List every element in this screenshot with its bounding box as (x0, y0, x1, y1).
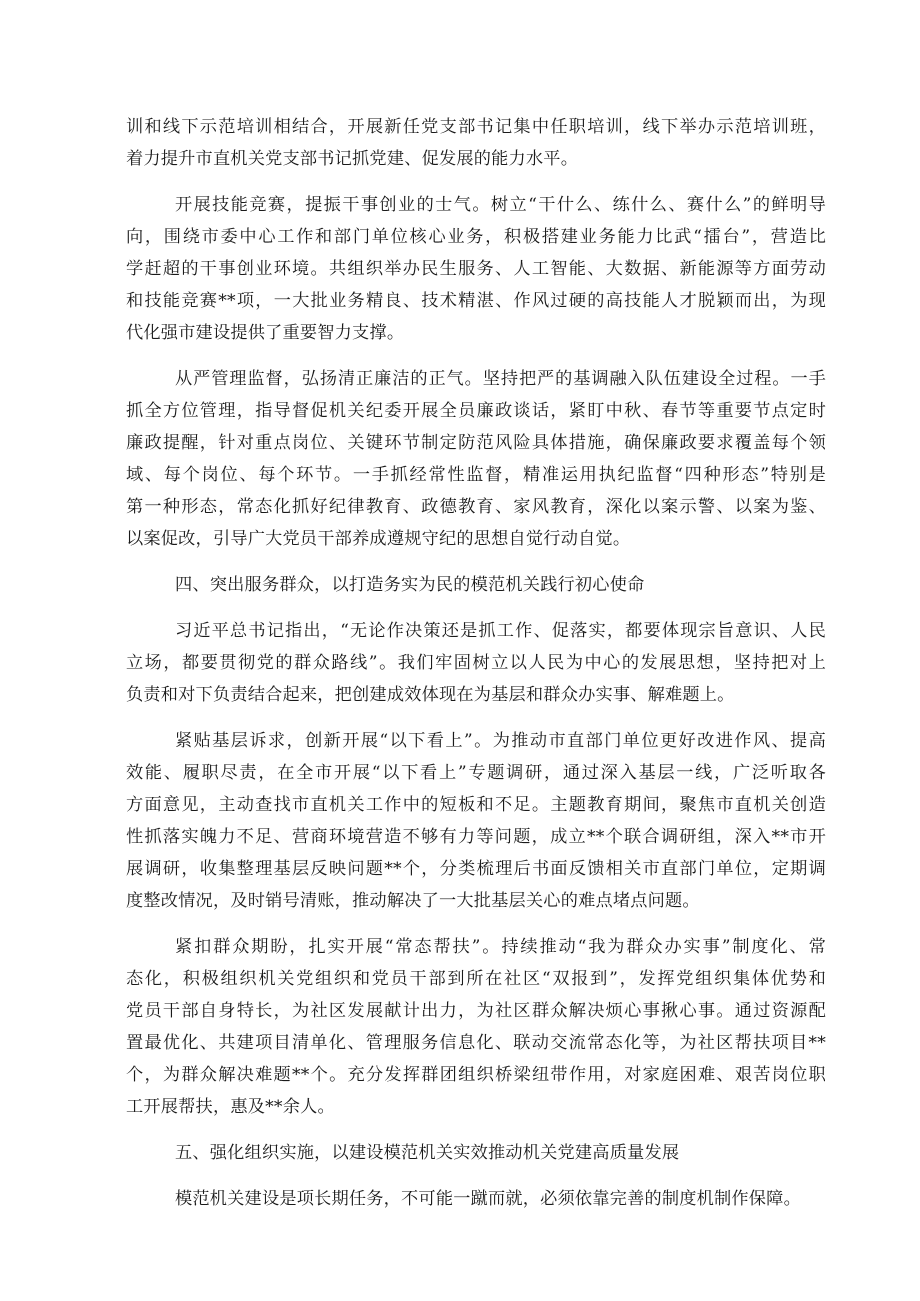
body-text-line: 工开展帮扶，惠及**余人。 (126, 1097, 335, 1117)
body-text-line: 抓全方位管理，指导督促机关纪委开展全员廉政谈话，紧盯中秋、春节等重要节点定时 (126, 401, 826, 421)
section-heading: 五、强化组织实施，以建设模范机关实效推动机关党建高质量发展 (175, 1143, 680, 1163)
body-text-line: 方面意见，主动查找市直机关工作中的短板和不足。主题教育期间，聚焦市直机关创造 (126, 795, 826, 815)
body-text-line: 廉政提醒，针对重点岗位、关键环节制定防范风险具体措施，确保廉政要求覆盖每个领 (126, 433, 826, 453)
body-text-line: 训和线下示范培训相结合，开展新任党支部书记集中任职培训，线下举办示范培训班， (126, 117, 826, 137)
body-text-line: 个，为群众解决难题**个。充分发挥群团组织桥梁纽带作用，对家庭困难、艰苦岗位职 (126, 1065, 826, 1085)
body-text-line: 党员干部自身特长，为社区发展献计出力，为社区群众解决烦心事揪心事。通过资源配 (126, 1001, 826, 1021)
body-text-line: 态化，积极组织机关党组织和党员干部到所在社区“双报到”，发挥党组织集体优势和 (126, 969, 826, 989)
paragraph-first-line: 紧贴基层诉求，创新开展“以下看上”。为推动市直部门单位更好改进作风、提高 (175, 731, 826, 751)
body-text-line: 第一种形态，常态化抓好纪律教育、政德教育、家风教育，深化以案示警、以案为鉴、 (126, 497, 826, 517)
body-text-line: 性抓落实魄力不足、营商环境营造不够有力等问题，成立**个联合调研组，深入**市开 (126, 827, 826, 847)
body-text-line: 向，围绕市委中心工作和部门单位核心业务，积极搭建业务能力比武“擂台”，营造比 (126, 227, 826, 247)
body-text-line: 学赶超的干事创业环境。共组织举办民生服务、人工智能、大数据、新能源等方面劳动 (126, 259, 826, 279)
body-text-line: 立场，都要贯彻党的群众路线”。我们牢固树立以人民为中心的发展思想，坚持把对上 (126, 653, 826, 673)
paragraph-first-line: 模范机关建设是项长期任务，不可能一蹴而就，必须依靠完善的制度机制作保障。 (175, 1189, 801, 1209)
body-text-line: 置最优化、共建项目清单化、管理服务信息化、联动交流常态化等，为社区帮扶项目** (126, 1033, 826, 1053)
body-text-line: 和技能竞赛**项，一大批业务精良、技术精湛、作风过硬的高技能人才脱颖而出，为现 (126, 291, 826, 311)
paragraph-first-line: 开展技能竞赛，提振干事创业的士气。树立“干什么、练什么、赛什么”的鲜明导 (175, 195, 826, 215)
body-text-line: 效能、履职尽责，在全市开展“以下看上”专题调研，通过深入基层一线，广泛听取各 (126, 763, 826, 783)
body-text-line: 负责和对下负责结合起来，把创建成效体现在为基层和群众办实事、解难题上。 (126, 685, 735, 705)
body-text-line: 度整改情况，及时销号清账，推动解决了一大批基层关心的难点堵点问题。 (126, 891, 700, 911)
paragraph-first-line: 从严管理监督，弘扬清正廉洁的正气。坚持把严的基调融入队伍建设全过程。一手 (175, 369, 826, 389)
body-text-line: 着力提升市直机关党支部书记抓党建、促发展的能力水平。 (126, 149, 579, 169)
body-text-line: 展调研，收集整理基层反映问题**个，分类梳理后书面反馈相关市直部门单位，定期调 (126, 859, 826, 879)
paragraph-first-line: 紧扣群众期盼，扎实开展“常态帮扶”。持续推动“我为群众办实事”制度化、常 (175, 937, 826, 957)
body-text-line: 以案促改，引导广大党员干部养成遵规守纪的思想自觉行动自觉。 (126, 529, 631, 549)
section-heading: 四、突出服务群众，以打造务实为民的模范机关践行初心使命 (175, 575, 645, 595)
paragraph-first-line: 习近平总书记指出，“无论作决策还是抓工作、促落实，都要体现宗旨意识、人民 (175, 621, 826, 641)
body-text-line: 域、每个岗位、每个环节。一手抓经常性监督，精准运用执纪监督“四种形态”特别是 (126, 465, 826, 485)
body-text-line: 代化强市建设提供了重要智力支撑。 (126, 323, 405, 343)
